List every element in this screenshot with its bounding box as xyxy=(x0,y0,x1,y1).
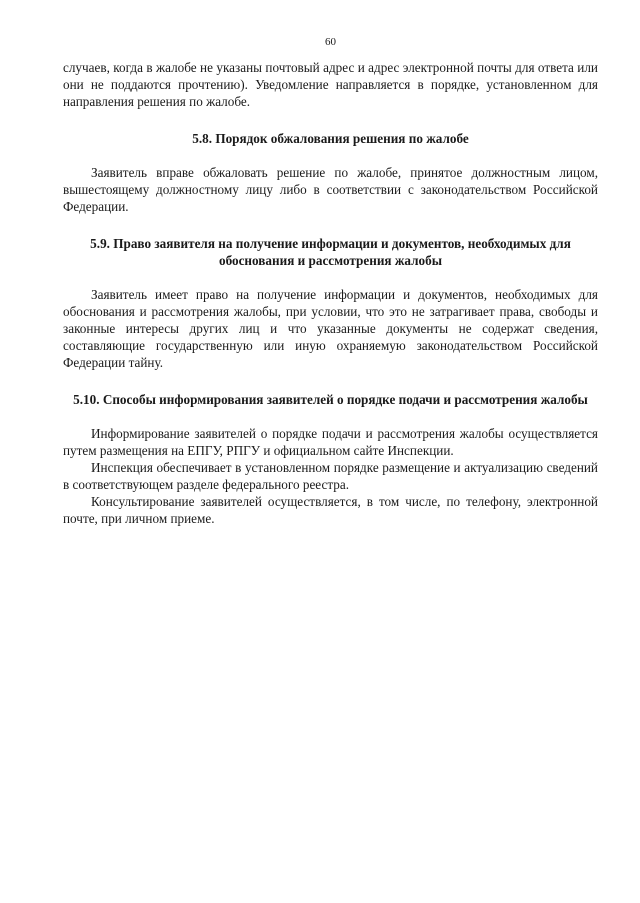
intro-paragraph: случаев, когда в жалобе не указаны почтовый адрес и адрес электронной почты для ответа или они не поддаются прочтению). Уведомление направляется в порядке, установленном для направления решения по жалобе. xyxy=(63,60,598,109)
section-5-10-paragraph-1: Информирование заявителей о порядке подачи и рассмотрения жалобы осуществляется путем размещения на ЕПГУ, РПГУ и официальном сайте Инспекции. xyxy=(63,426,598,458)
section-heading-5-9: 5.9. Право заявителя на получение информации и документов, необходимых для обоснования и рассмотрения жалобы xyxy=(90,236,571,268)
section-5-9-paragraph: Заявитель имеет право на получение информации и документов, необходимых для обоснования и рассмотрения жалобы, при условии, что это не затрагивает права, свободы и законные интересы других лиц и что указанные документы не содержат сведения, составляющие государственную или иную охраняемую законодательством Российской Федерации тайну. xyxy=(63,287,598,370)
section-heading-5-8: 5.8. Порядок обжалования решения по жалобе xyxy=(192,131,469,146)
section-5-10-paragraph-3: Консультирование заявителей осуществляется, в том числе, по телефону, электронной почте, при личном приеме. xyxy=(63,494,598,526)
page-number: 60 xyxy=(325,36,336,48)
section-5-8-paragraph: Заявитель вправе обжаловать решение по жалобе, принятое должностным лицом, вышестоящему должностному лицу либо в соответствии с законодательством Российской Федерации. xyxy=(63,165,598,214)
section-heading-5-10: 5.10. Способы информирования заявителей о порядке подачи и рассмотрения жалобы xyxy=(73,392,588,407)
section-5-10-paragraph-2: Инспекция обеспечивает в установленном порядке размещение и актуализацию сведений в соответствующем разделе федерального реестра. xyxy=(63,460,598,492)
